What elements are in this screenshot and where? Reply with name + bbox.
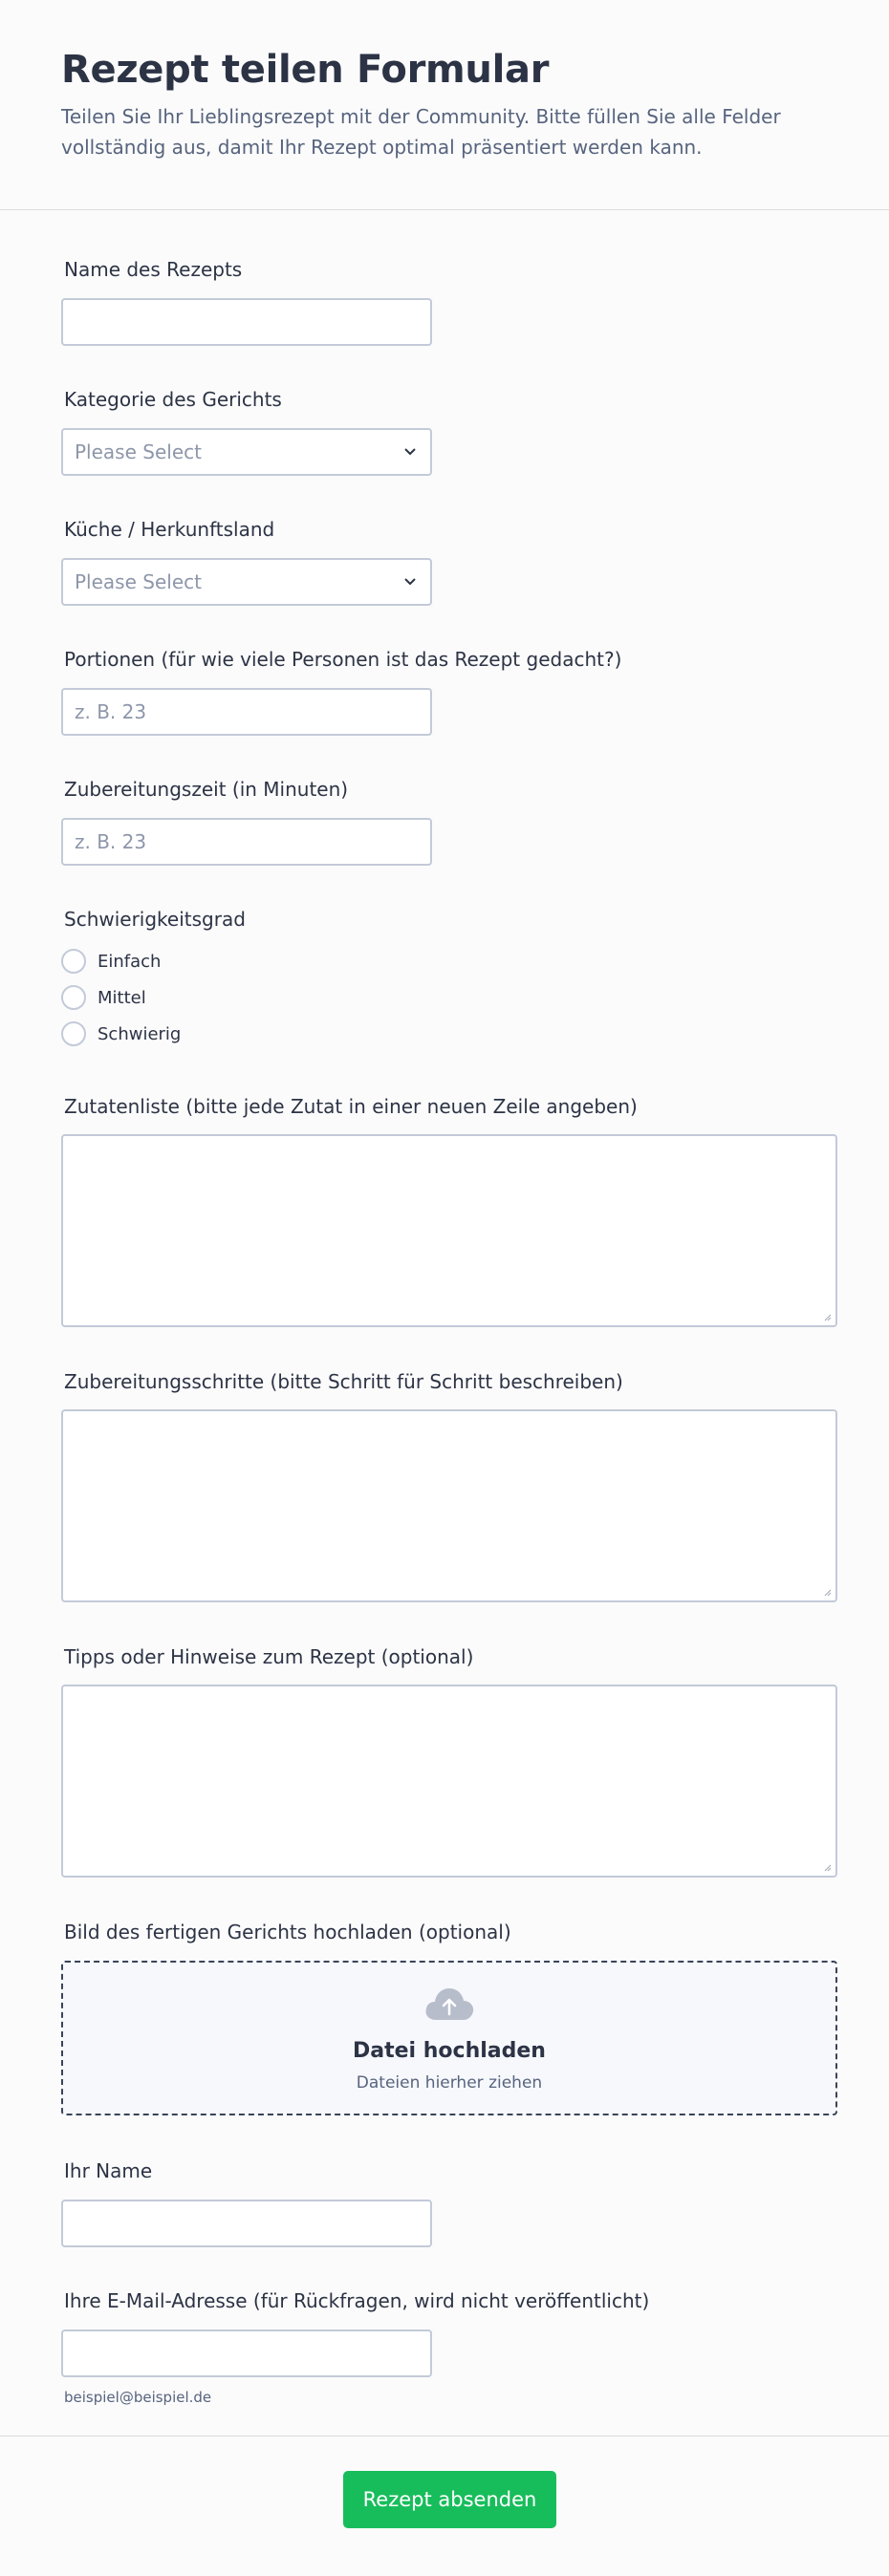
radio-label: Einfach <box>98 951 162 972</box>
category-placeholder: Please Select <box>75 440 202 463</box>
radio-label: Schwierig <box>98 1023 182 1044</box>
cloud-upload-icon <box>423 1984 476 2024</box>
servings-placeholder: z. B. 23 <box>75 700 147 723</box>
cuisine-select[interactable] <box>61 558 432 606</box>
resize-handle-icon[interactable] <box>822 1587 832 1597</box>
prep-time-label: Zubereitungszeit (in Minuten) <box>64 778 349 801</box>
tips-textarea[interactable] <box>61 1685 837 1878</box>
page-title: Rezept teilen Formular <box>61 48 550 92</box>
your-name-label: Ihr Name <box>64 2159 153 2182</box>
upload-subtitle: Dateien hierher ziehen <box>356 2073 543 2093</box>
category-label: Kategorie des Gerichts <box>64 388 282 411</box>
email-input[interactable] <box>61 2329 432 2377</box>
radio-button[interactable] <box>61 985 86 1010</box>
resize-handle-icon[interactable] <box>822 1862 832 1872</box>
recipe-name-label: Name des Rezepts <box>64 258 243 281</box>
ingredients-textarea[interactable] <box>61 1134 837 1327</box>
steps-textarea[interactable] <box>61 1409 837 1602</box>
cuisine-placeholder: Please Select <box>75 570 202 593</box>
your-name-input[interactable] <box>61 2200 432 2247</box>
image-upload-label: Bild des fertigen Gerichts hochladen (optional) <box>64 1921 511 1943</box>
ingredients-label: Zutatenliste (bitte jede Zutat in einer neuen Zeile angeben) <box>64 1095 638 1118</box>
email-hint: beispiel@beispiel.de <box>64 2389 212 2406</box>
chevron-down-icon <box>403 577 417 587</box>
cuisine-label: Küche / Herkunftsland <box>64 518 275 541</box>
upload-title: Datei hochladen <box>353 2039 546 2063</box>
radio-button[interactable] <box>61 1021 86 1046</box>
difficulty-option-hard[interactable] <box>61 1020 181 1048</box>
file-upload-dropzone[interactable] <box>61 1961 837 2115</box>
category-select[interactable] <box>61 428 432 476</box>
difficulty-label: Schwierigkeitsgrad <box>64 908 246 931</box>
servings-input[interactable] <box>61 688 432 736</box>
difficulty-option-medium[interactable] <box>61 983 146 1012</box>
tips-label: Tipps oder Hinweise zum Rezept (optional) <box>64 1645 474 1668</box>
page-subtitle: Teilen Sie Ihr Lieblingsrezept mit der Community. Bitte füllen Sie alle Felder vollständig aus, damit Ihr Rezept optimal präsentiert werden kann. <box>61 105 781 159</box>
servings-label: Portionen (für wie viele Personen ist das Rezept gedacht?) <box>64 648 622 671</box>
prep-time-input[interactable] <box>61 818 432 866</box>
submit-button[interactable]: Rezept absenden <box>343 2471 556 2528</box>
email-label: Ihre E-Mail-Adresse (für Rückfragen, wird nicht veröffentlicht) <box>64 2289 650 2312</box>
chevron-down-icon <box>403 447 417 457</box>
recipe-name-input[interactable] <box>61 298 432 346</box>
radio-button[interactable] <box>61 949 86 974</box>
resize-handle-icon[interactable] <box>822 1312 832 1321</box>
difficulty-option-easy[interactable] <box>61 947 161 976</box>
radio-label: Mittel <box>98 987 146 1008</box>
prep-time-placeholder: z. B. 23 <box>75 830 147 853</box>
steps-label: Zubereitungsschritte (bitte Schritt für Schritt beschreiben) <box>64 1370 623 1393</box>
